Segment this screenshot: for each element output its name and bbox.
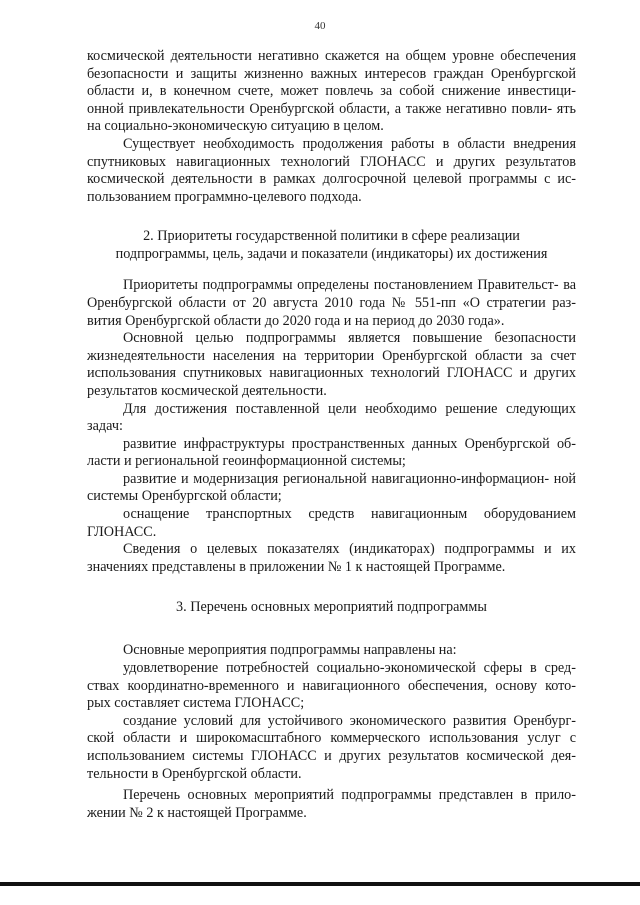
paragraph bbox=[87, 471, 576, 506]
paragraph bbox=[87, 642, 576, 660]
text-line: космической деятельности в рамках долгосрочной целевой программы с ис- bbox=[87, 171, 576, 188]
text-line: Для достижения поставленной цели необходимо решение следующих bbox=[123, 400, 576, 417]
paragraph bbox=[87, 277, 576, 330]
heading-line: подпрограммы, цель, задачи и показатели (индикаторы) их достижения bbox=[115, 246, 548, 263]
text-line: ять на социально-экономическую ситуацию в целом. bbox=[87, 100, 576, 135]
paragraph bbox=[87, 506, 576, 541]
text-line: ласти и региональной геоинформационной системы; bbox=[87, 453, 406, 470]
paragraph bbox=[87, 48, 576, 136]
text-line: Основной целью подпрограммы является повышение безопасности bbox=[123, 330, 576, 347]
text-line: ствах координатно-временного и навигационного обеспечения, основу кото- bbox=[87, 677, 576, 694]
text-line: ва Оренбургской области от 20 августа 2010 года № 551-пп «О стратегии раз- bbox=[87, 277, 576, 311]
text-line: ской области и широкомасштабного коммерческого использования услуг с bbox=[87, 730, 576, 747]
text-line: ной системы Оренбургской области; bbox=[87, 470, 577, 505]
text-line: Существует необходимость продолжения работы в области внедрения bbox=[123, 135, 576, 152]
paragraph bbox=[87, 401, 576, 436]
page-number: 40 bbox=[314, 20, 326, 32]
text-line: использования спутниковых навигационных технологий ГЛОНАСС и других bbox=[87, 365, 576, 382]
text-line: космической деятельности негативно скажется на общем уровне обеспечения bbox=[87, 48, 576, 64]
text-line: значениях представлены в приложении № 1 к настоящей Программе. bbox=[87, 558, 506, 575]
document-body bbox=[87, 48, 576, 822]
text-line: пользованием программно-целевого подхода. bbox=[87, 188, 362, 205]
text-line: удовлетворение потребностей социально-экономической сферы в сред- bbox=[123, 660, 576, 677]
section-3-heading bbox=[87, 598, 576, 616]
paragraph bbox=[87, 330, 576, 400]
paragraph bbox=[87, 787, 576, 822]
text-line: Основные мероприятия подпрограммы направлены на: bbox=[123, 642, 457, 659]
heading-line: 3. Перечень основных мероприятий подпрограммы bbox=[176, 599, 487, 616]
text-line: создание условий для устойчивого экономического развития Оренбург- bbox=[123, 712, 576, 729]
section-2-heading bbox=[87, 227, 576, 263]
paragraph bbox=[87, 541, 576, 576]
text-line: результатов космической деятельности. bbox=[87, 382, 327, 399]
text-line: жении № 2 к настоящей Программе. bbox=[87, 804, 307, 821]
text-line: ГЛОНАСС. bbox=[87, 523, 157, 540]
text-line: Перечень основных мероприятий подпрограммы представлен в прило- bbox=[123, 787, 576, 804]
text-line: тельности в Оренбургской области. bbox=[87, 765, 302, 782]
heading-line: 2. Приоритеты государственной политики в сфере реализации bbox=[143, 228, 520, 245]
text-line: области и, в конечном счете, может повлечь за собой снижение инвестици- bbox=[87, 83, 576, 100]
intro-block bbox=[87, 48, 576, 206]
text-line: онной привлекательности Оренбургской области, а также негативно повли- bbox=[87, 100, 553, 117]
text-line: Приоритеты подпрограммы определены постановлением Правительст- bbox=[123, 277, 559, 294]
paragraph bbox=[87, 136, 576, 206]
paragraph bbox=[87, 436, 576, 471]
paragraph bbox=[87, 713, 576, 783]
text-line: спутниковых навигационных технологий ГЛОНАСС и других результатов bbox=[87, 153, 576, 170]
text-line: оснащение транспортных средств навигационным оборудованием bbox=[123, 506, 576, 523]
section-2-body bbox=[87, 277, 576, 576]
text-line: жизнедеятельности населения на территории Оренбургской области за счет bbox=[87, 347, 576, 364]
paragraph bbox=[87, 660, 576, 713]
text-line: развитие и модернизация региональной навигационно-информацион- bbox=[123, 470, 550, 487]
text-line: вития Оренбургской области до 2020 года и на период до 2030 года». bbox=[87, 312, 505, 329]
text-line: задач: bbox=[87, 418, 123, 435]
text-line: Сведения о целевых показателях (индикаторах) подпрограммы и их bbox=[123, 541, 576, 558]
text-line: рых составляет система ГЛОНАСС; bbox=[87, 695, 305, 712]
section-3-body bbox=[87, 642, 576, 822]
text-line: развитие инфраструктуры пространственных данных Оренбургской об- bbox=[123, 435, 576, 452]
text-line: использованием системы ГЛОНАСС и других результатов космической дея- bbox=[87, 748, 576, 764]
bottom-rule bbox=[0, 882, 640, 886]
text-line: безопасности и защиты жизненно важных интересов граждан Оренбургской bbox=[87, 65, 576, 82]
